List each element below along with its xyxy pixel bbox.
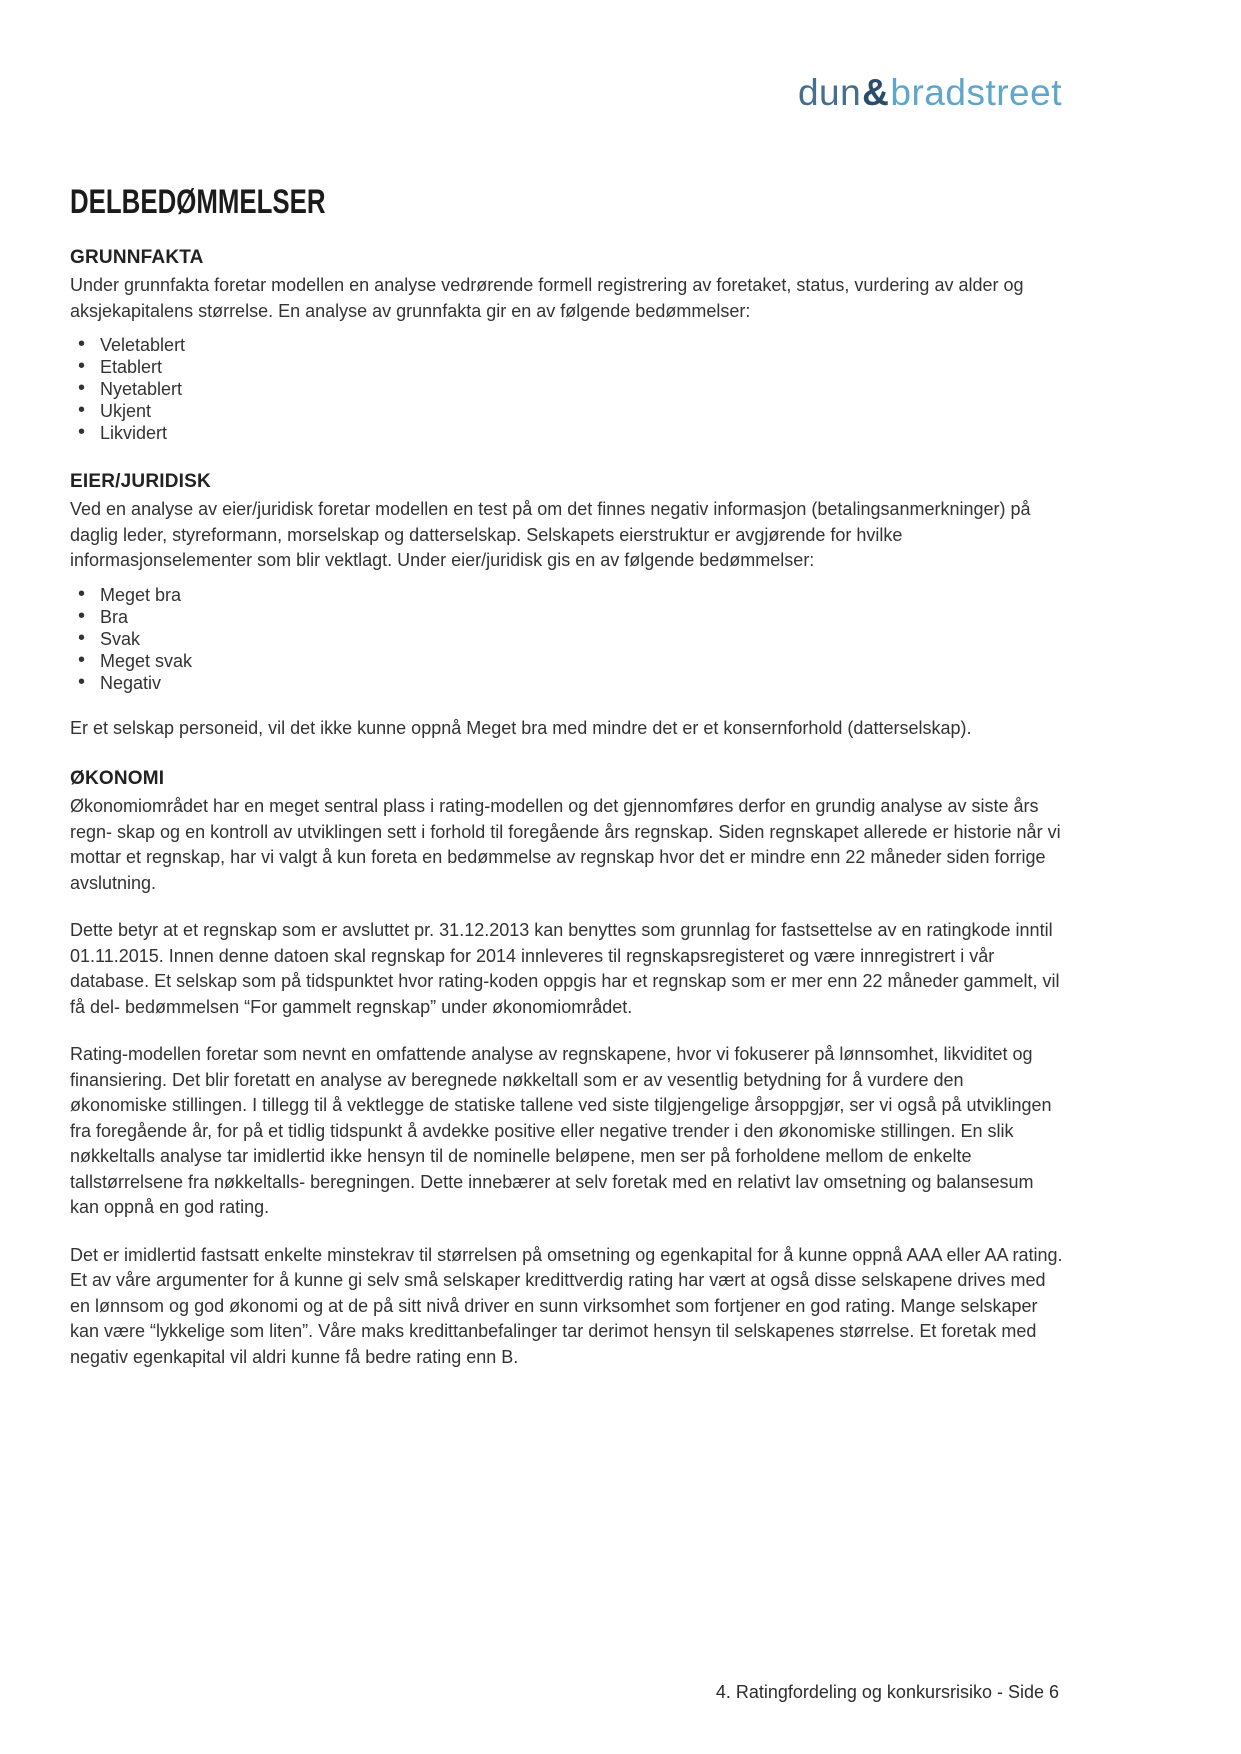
list-item: • Bra	[76, 606, 1065, 628]
list-item: • Veletablert	[76, 334, 1065, 356]
paragraph-grunnfakta-intro: Under grunnfakta foretar modellen en analyse vedrørende formell registrering av foretaket, status, vurdering av alder og aksjekapitalens størrelse. En analyse av grunnfakta gir en av følgende bedømmelser:	[70, 275, 1024, 321]
logo-text-dun: dun	[797, 72, 862, 113]
list-item: • Meget bra	[76, 584, 1065, 606]
section-heading-eier-juridisk: EIER/JURIDISK	[70, 471, 211, 492]
list-item: • Meget svak	[76, 650, 1065, 672]
grunnfakta-assessment-list	[70, 334, 1065, 444]
logo-text-bradstreet: bradstreet	[890, 72, 1062, 113]
list-item: • Nyetablert	[76, 378, 1065, 400]
list-item: • Negativ	[76, 672, 1065, 694]
section-heading-grunnfakta: GRUNNFAKTA	[70, 247, 204, 268]
paragraph-okonomi-3: Rating-modellen foretar som nevnt en omfattende analyse av regnskapene, hvor vi fokuserer på lønnsomhet, likviditet og finansiering. Det blir foretatt en analyse av beregnede nøkkeltall som er av vesentlig betydning for å vurdere den økonomiske stillingen. I tillegg til å vektlegge de statiske tallene ved siste tilgjengelige årsoppgjør, ser vi også på utviklingen fra foregående år, for på et tidlig tidspunkt å avdekke positive eller negative trender i den økonomiske stillingen. En slik nøkkeltalls analyse tar imidlertid ikke hensyn til de nominelle beløpene, men ser på forholdene mellom de enkelte tallstørrelsene fra nøkkeltalls- beregningen. Dette innebærer at selv foretak med en relativt lav omsetning og balansesum kan oppnå en god rating.	[70, 1044, 1052, 1217]
paragraph-okonomi-4: Det er imidlertid fastsatt enkelte minstekrav til størrelsen på omsetning og egenkapital for å kunne oppnå AAA eller AA rating. Et av våre argumenter for å kunne gi selv små selskaper kredittverdig rating har vært at også disse selskapene drives med en lønnsom og god økonomi og at de på sitt nivå driver en sunn virksomhet som fortjener en god rating. Mange selskaper kan være “lykkelige som liten”. Våre maks kredittanbefalinger tar derimot hensyn til selskapenes størrelse. Et foretak med negativ egenkapital vil aldri kunne få bedre rating enn B.	[70, 1244, 1063, 1367]
footer-page-label: 4. Ratingfordeling og konkursrisiko - Side 6	[715, 1682, 1059, 1702]
page-title: DELBEDØMMELSER	[70, 183, 326, 221]
document-body	[70, 0, 1065, 1370]
list-item: • Svak	[76, 628, 1065, 650]
list-item: • Etablert	[76, 356, 1065, 378]
logo-ampersand-icon: &	[862, 72, 890, 113]
list-item: • Likvidert	[76, 422, 1065, 444]
paragraph-eier-juridisk-outro: Er et selskap personeid, vil det ikke kunne oppnå Meget bra med mindre det er et konsernforhold (datterselskap).	[70, 717, 972, 738]
list-item: • Ukjent	[76, 400, 1065, 422]
section-heading-okonomi: ØKONOMI	[70, 768, 165, 789]
paragraph-okonomi-1: Økonomiområdet har en meget sentral plass i rating-modellen og det gjennomføres derfor en grundig analyse av siste års regn- skap og en kontroll av utviklingen sett i forhold til foregående års regnskap. Siden regnskapet allerede er historie når vi mottar et regnskap, har vi valgt å kun foreta en bedømmelse av regnskap hvor det er mindre enn 22 måneder siden forrige avslutning.	[70, 796, 1061, 893]
paragraph-eier-juridisk-intro: Ved en analyse av eier/juridisk foretar modellen en test på om det finnes negativ informasjon (betalingsanmerkninger) på daglig leder, styreformann, morselskap og datterselskap. Selskapets eierstruktur er avgjørende for hvilke informasjonselementer som blir vektlagt. Under eier/juridisk gis en av følgende bedømmelser:	[70, 499, 1031, 570]
paragraph-okonomi-2: Dette betyr at et regnskap som er avsluttet pr. 31.12.2013 kan benyttes som grunnlag for fastsettelse av en ratingkode inntil 01.11.2015. Innen denne datoen skal regnskap for 2014 innleveres til regnskapsregisteret og være innregistrert i vår database. Et selskap som på tidspunktet hvor rating-koden oppgis har et regnskap som er mer enn 22 måneder gammelt, vil få del- bedømmelsen “For gammelt regnskap” under økonomiområdet.	[70, 920, 1060, 1017]
eier-juridisk-assessment-list	[70, 584, 1065, 694]
